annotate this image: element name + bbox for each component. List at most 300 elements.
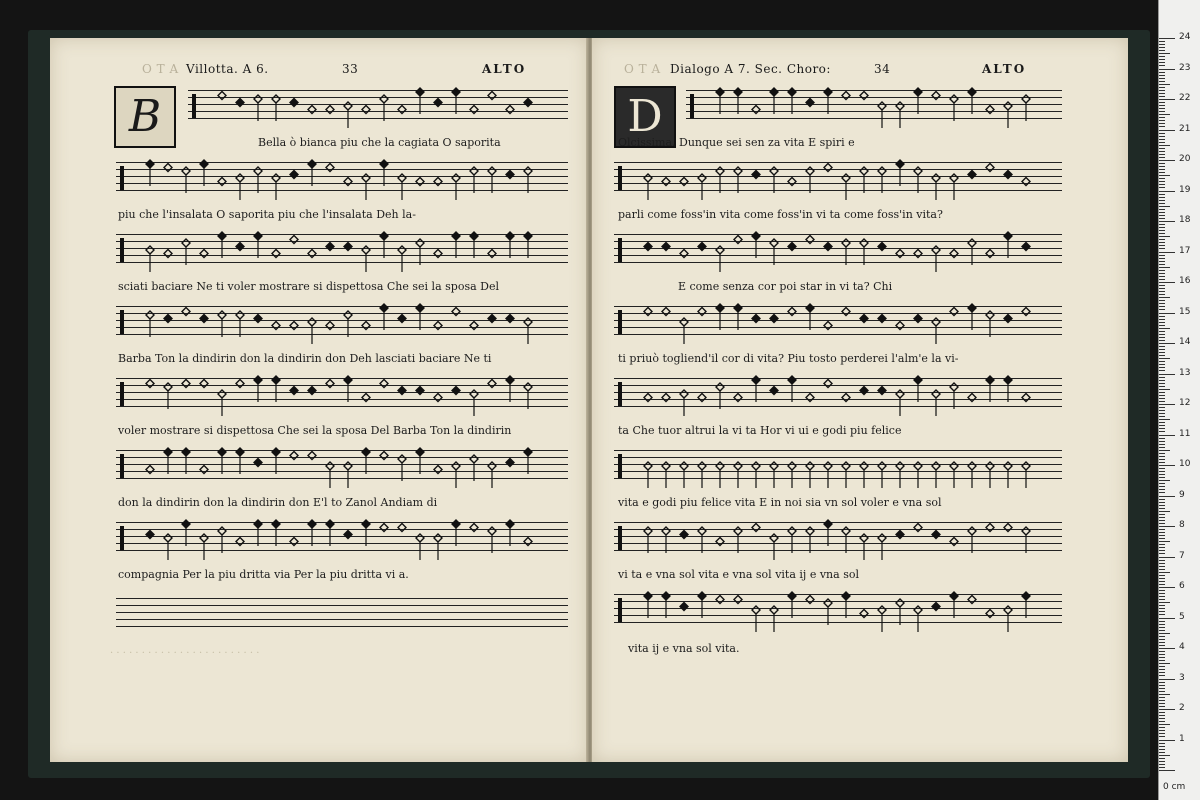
ruler-tick xyxy=(1159,398,1165,399)
ruler-tick xyxy=(1159,679,1175,680)
note-head xyxy=(932,174,940,182)
ruler-tick xyxy=(1159,730,1165,731)
ruler-tick xyxy=(1159,770,1175,771)
ruler-tick xyxy=(1159,99,1175,100)
ruler-tick xyxy=(1159,389,1170,390)
note-head xyxy=(1022,527,1030,535)
left-lyric-line: Barba Ton la dindirin don la dindirin don Deh lasciati baciare Ne ti xyxy=(118,352,492,365)
note-head xyxy=(272,174,280,182)
note-head xyxy=(1022,308,1030,316)
note-head xyxy=(416,88,424,96)
note-head xyxy=(968,527,976,535)
ruler-tick xyxy=(1159,383,1165,384)
note-head xyxy=(788,462,796,470)
note-head xyxy=(842,92,850,100)
note-head xyxy=(752,462,760,470)
note-head xyxy=(824,462,832,470)
note-head xyxy=(434,466,442,474)
ruler-tick xyxy=(1159,175,1170,176)
note-head xyxy=(488,315,496,323)
note-head xyxy=(380,232,388,240)
ruler-tick xyxy=(1159,605,1165,606)
ruler-tick xyxy=(1159,337,1165,338)
ruler-tick xyxy=(1159,614,1165,615)
ruler-tick xyxy=(1159,697,1165,698)
right-page xyxy=(592,38,1128,762)
note-head xyxy=(878,167,886,175)
ruler-tick xyxy=(1159,767,1165,768)
ruler-tick xyxy=(1159,560,1165,561)
note-head xyxy=(662,527,670,535)
note-head xyxy=(968,239,976,247)
ruler-tick xyxy=(1159,422,1165,423)
note-head xyxy=(644,527,652,535)
ruler-number: 20 xyxy=(1179,154,1191,164)
ruler-tick xyxy=(1159,764,1165,765)
note-head xyxy=(734,167,742,175)
left-page xyxy=(50,38,588,762)
ruler-number: 18 xyxy=(1179,215,1191,225)
left-header-title: Villotta. A 6. xyxy=(186,62,269,76)
note-head xyxy=(860,462,868,470)
note-head xyxy=(362,448,370,456)
note-head xyxy=(986,106,994,114)
note-head xyxy=(932,531,940,539)
note-head xyxy=(272,95,280,103)
note-head xyxy=(896,531,904,539)
note-head xyxy=(644,174,652,182)
note-head xyxy=(860,610,868,618)
note-head xyxy=(488,167,496,175)
note-head xyxy=(788,376,796,384)
ruler-tick xyxy=(1159,255,1165,256)
note-head xyxy=(290,236,298,244)
note-head xyxy=(1004,315,1012,323)
note-head xyxy=(164,250,172,258)
note-head xyxy=(806,394,814,402)
ruler-tick xyxy=(1159,380,1165,381)
ruler-tick xyxy=(1159,331,1165,332)
ruler-tick xyxy=(1159,740,1175,741)
note-head xyxy=(734,394,742,402)
ruler-tick xyxy=(1159,157,1165,158)
note-head xyxy=(770,88,778,96)
ruler-tick xyxy=(1159,535,1165,536)
ruler-number: 19 xyxy=(1179,184,1191,195)
ruler-tick xyxy=(1159,557,1175,558)
note-head xyxy=(1022,178,1030,186)
note-head xyxy=(770,387,778,395)
music-notes xyxy=(116,370,568,416)
ruler-tick xyxy=(1159,575,1165,576)
ruler-tick xyxy=(1159,736,1165,737)
ruler-tick xyxy=(1159,242,1165,243)
note-head xyxy=(986,462,994,470)
ruler-tick xyxy=(1159,486,1165,487)
show-through-text: · · · · · · · · · · · · · · · · · · · · · · · · xyxy=(110,648,260,659)
note-head xyxy=(824,88,832,96)
note-head xyxy=(788,243,796,251)
note-head xyxy=(290,452,298,460)
right-header-title: Dialogo A 7. Sec. Choro: xyxy=(670,62,831,76)
ruler-tick xyxy=(1159,84,1170,85)
music-notes xyxy=(188,82,568,128)
left-lyric-line: sciati baciare Ne ti voler mostrare si dispettosa Che sei la sposa Del xyxy=(118,280,499,293)
note-head xyxy=(1022,243,1030,251)
right-staff xyxy=(614,378,1062,408)
note-head xyxy=(146,466,154,474)
ruler-tick xyxy=(1159,163,1165,164)
right-staff xyxy=(614,594,1062,624)
ruler-tick xyxy=(1159,294,1165,295)
note-head xyxy=(254,167,262,175)
note-head xyxy=(290,99,298,107)
ruler-tick xyxy=(1159,178,1165,179)
ruler-tick xyxy=(1159,392,1165,393)
note-head xyxy=(878,102,886,110)
note-head xyxy=(1022,592,1030,600)
ruler-tick xyxy=(1159,75,1165,76)
ruler-tick xyxy=(1159,492,1165,493)
ruler-tick xyxy=(1159,87,1165,88)
note-head xyxy=(164,534,172,542)
note-head xyxy=(932,603,940,611)
note-head xyxy=(236,174,244,182)
right-lyric-line: ta Che tuor altrui la vi ta Hor vi ui e godi piu felice xyxy=(618,424,902,437)
note-head xyxy=(488,92,496,100)
ruler-number: 7 xyxy=(1179,550,1185,561)
note-head xyxy=(416,534,424,542)
note-head xyxy=(236,380,244,388)
note-head xyxy=(146,380,154,388)
note-head xyxy=(452,232,460,240)
note-head xyxy=(968,88,976,96)
ruler-tick xyxy=(1159,724,1170,725)
note-head xyxy=(272,520,280,528)
left-staff xyxy=(116,450,568,480)
note-head xyxy=(434,250,442,258)
note-head xyxy=(218,92,226,100)
note-head xyxy=(698,308,706,316)
ruler-tick xyxy=(1159,755,1170,756)
note-head xyxy=(344,102,352,110)
note-head xyxy=(506,106,514,114)
note-head xyxy=(770,167,778,175)
note-head xyxy=(416,387,424,395)
note-head xyxy=(218,178,226,186)
ruler-tick xyxy=(1159,547,1165,548)
ruler-tick xyxy=(1159,169,1165,170)
note-head xyxy=(950,383,958,391)
ruler-tick xyxy=(1159,160,1175,161)
note-head xyxy=(968,596,976,604)
note-head xyxy=(842,308,850,316)
ruler-number: 2 xyxy=(1179,703,1185,713)
note-head xyxy=(362,174,370,182)
note-head xyxy=(680,390,688,398)
note-head xyxy=(380,452,388,460)
note-head xyxy=(950,95,958,103)
note-head xyxy=(524,318,532,326)
music-notes xyxy=(116,442,568,488)
note-head xyxy=(416,304,424,312)
ruler-tick xyxy=(1159,133,1165,134)
note-head xyxy=(254,459,262,467)
ruler-tick xyxy=(1159,682,1165,683)
ruler-tick xyxy=(1159,267,1170,268)
note-head xyxy=(200,534,208,542)
ruler-tick xyxy=(1159,203,1165,204)
note-head xyxy=(200,315,208,323)
note-head xyxy=(272,322,280,330)
note-head xyxy=(146,531,154,539)
ruler-tick xyxy=(1159,224,1165,225)
music-notes xyxy=(614,298,1062,344)
note-head xyxy=(182,239,190,247)
note-head xyxy=(182,520,190,528)
clef-mark xyxy=(120,166,124,190)
note-head xyxy=(524,383,532,391)
ruler-tick xyxy=(1159,544,1165,545)
ruler-tick xyxy=(1159,111,1165,112)
right-page-number: 34 xyxy=(874,62,891,76)
ruler-number: 10 xyxy=(1179,459,1191,469)
note-head xyxy=(236,243,244,251)
note-head xyxy=(200,250,208,258)
ruler-tick xyxy=(1159,364,1165,365)
note-head xyxy=(842,462,850,470)
ruler-tick xyxy=(1159,743,1165,744)
ruler-number: 13 xyxy=(1179,367,1191,378)
note-head xyxy=(1004,376,1012,384)
ruler-tick xyxy=(1159,508,1165,509)
ruler-tick xyxy=(1159,209,1165,210)
note-head xyxy=(362,322,370,330)
ruler-tick xyxy=(1159,602,1170,603)
note-head xyxy=(752,524,760,532)
note-head xyxy=(752,106,760,114)
note-head xyxy=(896,102,904,110)
note-head xyxy=(986,311,994,319)
note-head xyxy=(236,448,244,456)
note-head xyxy=(842,174,850,182)
note-head xyxy=(950,174,958,182)
note-head xyxy=(506,459,514,467)
ruler-tick xyxy=(1159,322,1165,323)
ruler-tick xyxy=(1159,688,1165,689)
ruler-tick xyxy=(1159,303,1165,304)
note-head xyxy=(146,246,154,254)
note-head xyxy=(398,315,406,323)
right-staff xyxy=(614,306,1062,336)
note-head xyxy=(470,390,478,398)
note-head xyxy=(254,95,262,103)
note-head xyxy=(842,527,850,535)
music-notes xyxy=(116,226,568,272)
ruler-number: 8 xyxy=(1179,520,1185,530)
ruler-tick xyxy=(1159,282,1175,283)
ruler-tick xyxy=(1159,172,1165,173)
note-head xyxy=(236,538,244,546)
ruler-tick xyxy=(1159,483,1165,484)
note-head xyxy=(716,167,724,175)
ruler-tick xyxy=(1159,441,1165,442)
ruler-tick xyxy=(1159,621,1165,622)
note-head xyxy=(524,448,532,456)
note-head xyxy=(254,315,262,323)
note-head xyxy=(914,524,922,532)
note-head xyxy=(218,527,226,535)
music-notes xyxy=(614,226,1062,272)
note-head xyxy=(506,520,514,528)
ruler-tick xyxy=(1159,633,1170,634)
ruler-tick xyxy=(1159,288,1165,289)
note-head xyxy=(932,462,940,470)
left-staff xyxy=(116,234,568,264)
note-head xyxy=(986,524,994,532)
ruler-tick xyxy=(1159,627,1165,628)
note-head xyxy=(488,527,496,535)
note-head xyxy=(950,462,958,470)
ruler-tick xyxy=(1159,386,1165,387)
note-head xyxy=(326,243,334,251)
note-head xyxy=(218,390,226,398)
note-head xyxy=(680,603,688,611)
ruler-tick xyxy=(1159,596,1165,597)
ruler-number: 5 xyxy=(1179,611,1185,622)
ruler-tick xyxy=(1159,593,1165,594)
note-head xyxy=(806,99,814,107)
ruler-tick xyxy=(1159,474,1165,475)
note-head xyxy=(506,232,514,240)
ruler-tick xyxy=(1159,343,1175,344)
note-head xyxy=(362,394,370,402)
ruler-tick xyxy=(1159,56,1165,57)
ruler-tick xyxy=(1159,499,1165,500)
ruler-tick xyxy=(1159,297,1170,298)
ruler-tick xyxy=(1159,569,1165,570)
note-head xyxy=(398,387,406,395)
note-head xyxy=(752,606,760,614)
ruler-tick xyxy=(1159,346,1165,347)
note-head xyxy=(860,387,868,395)
ruler-tick xyxy=(1159,645,1165,646)
ruler-tick xyxy=(1159,401,1165,402)
ruler-tick xyxy=(1159,239,1165,240)
note-head xyxy=(362,246,370,254)
ruler-tick xyxy=(1159,480,1170,481)
left-lyric-line: voler mostrare si dispettosa Che sei la sposa Del Barba Ton la dindirin xyxy=(118,424,512,437)
note-head xyxy=(434,394,442,402)
note-head xyxy=(770,534,778,542)
ruler-tick xyxy=(1159,630,1165,631)
ruler-tick xyxy=(1159,215,1165,216)
ruler-tick xyxy=(1159,517,1165,518)
clef-mark xyxy=(618,310,622,334)
ruler-tick xyxy=(1159,197,1165,198)
ruler-tick xyxy=(1159,761,1165,762)
ruler-tick xyxy=(1159,523,1165,524)
clef-mark xyxy=(120,526,124,550)
note-head xyxy=(200,466,208,474)
note-head xyxy=(896,599,904,607)
note-head xyxy=(344,243,352,251)
music-notes xyxy=(614,442,1062,488)
note-head xyxy=(452,308,460,316)
note-head xyxy=(452,88,460,96)
ruler-tick xyxy=(1159,374,1175,375)
ruler-tick xyxy=(1159,502,1165,503)
note-head xyxy=(968,304,976,312)
note-head xyxy=(662,243,670,251)
note-head xyxy=(434,322,442,330)
note-head xyxy=(842,394,850,402)
left-staff xyxy=(188,90,568,120)
ruler-tick xyxy=(1159,447,1165,448)
note-head xyxy=(380,304,388,312)
note-head xyxy=(524,99,532,107)
note-head xyxy=(824,380,832,388)
ruler-tick xyxy=(1159,526,1175,527)
ruler-tick xyxy=(1159,599,1165,600)
note-head xyxy=(506,376,514,384)
ruler-tick xyxy=(1159,413,1165,414)
note-head xyxy=(326,322,334,330)
music-notes xyxy=(116,298,568,344)
clef-mark xyxy=(120,382,124,406)
note-head xyxy=(182,380,190,388)
left-header-ghost: O T A xyxy=(142,62,179,76)
note-head xyxy=(662,178,670,186)
note-head xyxy=(326,380,334,388)
ruler-tick xyxy=(1159,47,1165,48)
ruler-tick xyxy=(1159,758,1165,759)
ruler-tick xyxy=(1159,425,1165,426)
ruler-tick xyxy=(1159,456,1165,457)
note-head xyxy=(842,239,850,247)
left-decorated-initial: B xyxy=(114,86,176,148)
note-head xyxy=(488,250,496,258)
ruler-tick xyxy=(1159,410,1165,411)
note-head xyxy=(896,250,904,258)
ruler-tick xyxy=(1159,660,1165,661)
note-head xyxy=(752,376,760,384)
ruler-tick xyxy=(1159,230,1165,231)
note-head xyxy=(380,95,388,103)
note-head xyxy=(752,315,760,323)
ruler-tick xyxy=(1159,236,1170,237)
ruler-tick xyxy=(1159,584,1165,585)
note-head xyxy=(380,524,388,532)
right-staff xyxy=(614,162,1062,192)
note-head xyxy=(398,455,406,463)
ruler-tick xyxy=(1159,453,1165,454)
ruler-number: 22 xyxy=(1179,93,1191,103)
note-head xyxy=(986,610,994,618)
ruler-number: 14 xyxy=(1179,337,1191,347)
note-head xyxy=(770,606,778,614)
note-head xyxy=(416,239,424,247)
ruler-tick xyxy=(1159,328,1170,329)
ruler-tick xyxy=(1159,78,1165,79)
note-head xyxy=(698,174,706,182)
ruler-tick xyxy=(1159,511,1170,512)
ruler-tick xyxy=(1159,120,1165,121)
note-head xyxy=(344,462,352,470)
ruler-tick xyxy=(1159,59,1165,60)
ruler-tick xyxy=(1159,166,1165,167)
measurement-ruler xyxy=(1158,0,1200,800)
